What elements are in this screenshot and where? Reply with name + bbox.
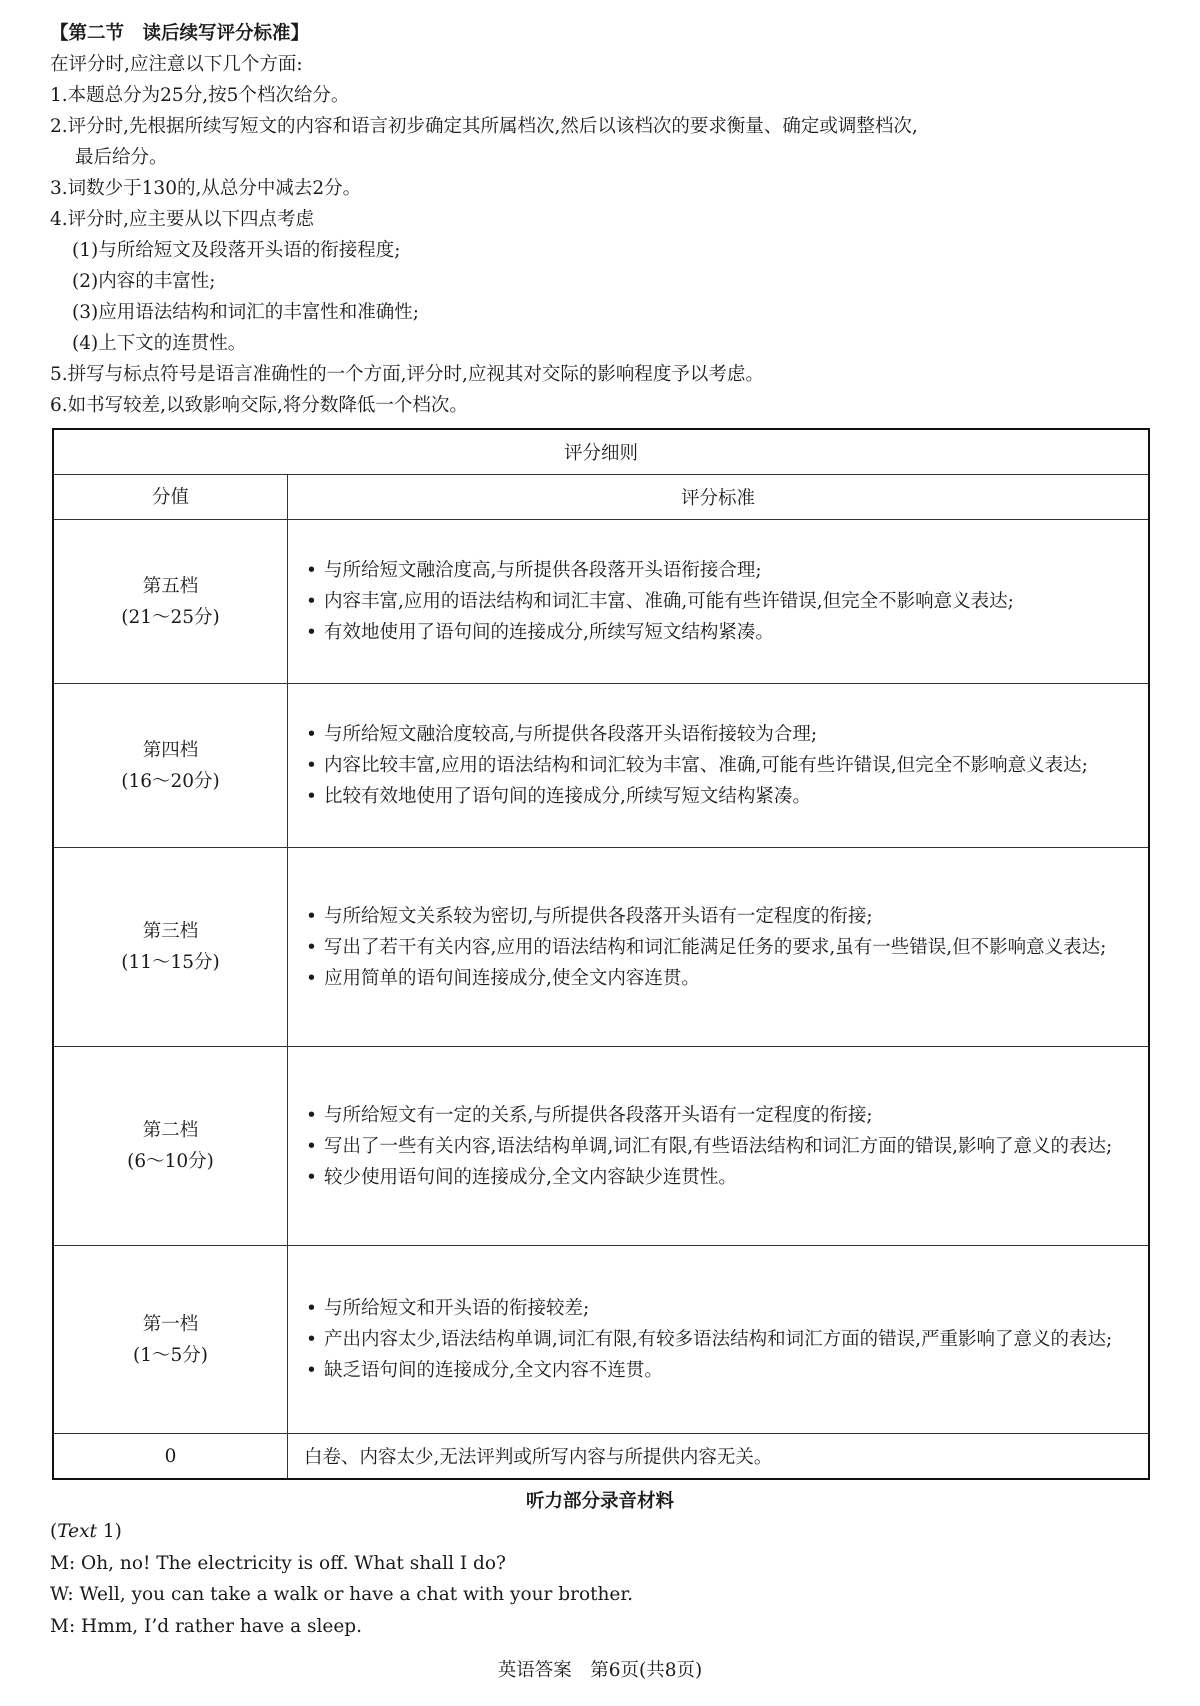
level-range: (1～5分): [133, 1344, 208, 1366]
rule-1: 1.本题总分为25分,按5个档次给分。: [50, 85, 350, 106]
level-range: (6～10分): [127, 1151, 214, 1172]
rule-4-point-3: (3)应用语法结构和词汇的丰富性和准确性;: [72, 302, 419, 323]
criterion: • 缺乏语句间的连接成分,全文内容不连贯。: [304, 1355, 1136, 1386]
scoring-rules: [50, 18, 1160, 421]
dialogue-line: M: Oh, no! The electricity is off. What shall I do?: [50, 1552, 506, 1574]
criterion: • 与所给短文融洽度较高,与所提供各段落开头语衔接较为合理;: [304, 719, 1136, 750]
level-range: (21～25分): [121, 606, 220, 628]
criterion: • 写出了一些有关内容,语法结构单调,词汇有限,有些语法结构和词汇方面的错误,影响了意义的表达;: [304, 1131, 1136, 1162]
table-row-level-0: [53, 1434, 1149, 1480]
criteria-cell: [288, 848, 1150, 1047]
level-range: (16～20分): [121, 770, 220, 792]
level-name: 第一档: [142, 1313, 199, 1335]
level-zero: 0: [53, 1434, 288, 1480]
table-row-level-2: [53, 1047, 1149, 1246]
criteria-zero: 白卷、内容太少,无法评判或所写内容与所提供内容无关。: [288, 1434, 1150, 1480]
criteria-cell: [288, 520, 1150, 684]
rule-4: 4.评分时,应主要从以下四点考虑: [50, 209, 315, 230]
rule-4-point-2: (2)内容的丰富性;: [72, 271, 216, 292]
rule-5: 5.拼写与标点符号是语言准确性的一个方面,评分时,应视其对交际的影响程度予以考虑。: [50, 364, 764, 385]
rule-4-point-4: (4)上下文的连贯性。: [72, 333, 247, 354]
level-name: 第五档: [142, 575, 199, 597]
criterion: • 与所给短文和开头语的衔接较差;: [304, 1293, 1136, 1324]
level-range: (11～15分): [121, 952, 220, 973]
column-header-criteria: 评分标准: [288, 475, 1150, 520]
level-name: 第四档: [142, 739, 199, 761]
rule-6: 6.如书写较差,以致影响交际,将分数降低一个档次。: [50, 395, 468, 416]
text-label-number: 1): [96, 1521, 122, 1542]
page-footer: 英语答案 第6页(共8页): [497, 1660, 703, 1681]
criterion: • 内容丰富,应用的语法结构和词汇丰富、准确,可能有些许错误,但完全不影响意义表达;: [304, 586, 1136, 617]
text-label: [50, 1516, 633, 1548]
criterion: • 应用简单的语句间连接成分,使全文内容连贯。: [304, 963, 1136, 994]
level-name: 第三档: [142, 921, 199, 942]
dialogue-line: M: Hmm, I’d rather have a sleep.: [50, 1615, 363, 1637]
intro-line: 在评分时,应注意以下几个方面:: [50, 54, 303, 75]
rule-4-point-1: (1)与所给短文及段落开头语的衔接程度;: [72, 240, 401, 261]
criterion: • 产出内容太少,语法结构单调,词汇有限,有较多语法结构和词汇方面的错误,严重影响了意义的表达;: [304, 1324, 1136, 1355]
listening-title: 听力部分录音材料: [525, 1491, 674, 1512]
criterion: • 与所给短文关系较为密切,与所提供各段落开头语有一定程度的衔接;: [304, 901, 1136, 932]
level-name: 第二档: [142, 1120, 199, 1141]
column-header-score: 分值: [53, 475, 288, 520]
scoring-table: [52, 428, 1150, 1480]
table-row-level-4: [53, 684, 1149, 848]
criteria-cell: [288, 1246, 1150, 1434]
level-cell: [53, 520, 288, 684]
criterion: • 与所给短文融洽度高,与所提供各段落开头语衔接合理;: [304, 555, 1136, 586]
dialogue-line: W: Well, you can take a walk or have a chat with your brother.: [50, 1584, 634, 1605]
text-label-open: (: [50, 1521, 58, 1542]
table-title: 评分细则: [53, 429, 1149, 475]
criterion: • 较少使用语句间的连接成分,全文内容缺少连贯性。: [304, 1162, 1136, 1193]
rule-3: 3.词数少于130的,从总分中减去2分。: [50, 178, 362, 199]
table-row-level-1: [53, 1246, 1149, 1434]
criterion: • 写出了若干有关内容,应用的语法结构和词汇能满足任务的要求,虽有一些错误,但不影响意义表达;: [304, 932, 1136, 963]
text-label-word: Text: [57, 1521, 97, 1542]
rule-2-continued: 最后给分。: [75, 147, 168, 168]
criteria-cell: [288, 1047, 1150, 1246]
criteria-cell: [288, 684, 1150, 848]
criterion: • 有效地使用了语句间的连接成分,所续写短文结构紧凑。: [304, 617, 1136, 648]
criterion: • 比较有效地使用了语句间的连接成分,所续写短文结构紧凑。: [304, 781, 1136, 812]
criterion: • 内容比较丰富,应用的语法结构和词汇较为丰富、准确,可能有些许错误,但完全不影响意义表达;: [304, 750, 1136, 781]
table-row-level-5: [53, 520, 1149, 684]
level-cell: [53, 1047, 288, 1246]
section-heading: 【第二节 读后续写评分标准】: [50, 23, 310, 44]
transcript: [50, 1516, 633, 1642]
criterion: • 与所给短文有一定的关系,与所提供各段落开头语有一定程度的衔接;: [304, 1100, 1136, 1131]
table-row-level-3: [53, 848, 1149, 1047]
rule-2: 2.评分时,先根据所续写短文的内容和语言初步确定其所属档次,然后以该档次的要求衡量、确定或调整档次,: [50, 116, 918, 137]
level-cell: [53, 1246, 288, 1434]
level-cell: [53, 848, 288, 1047]
level-cell: [53, 684, 288, 848]
